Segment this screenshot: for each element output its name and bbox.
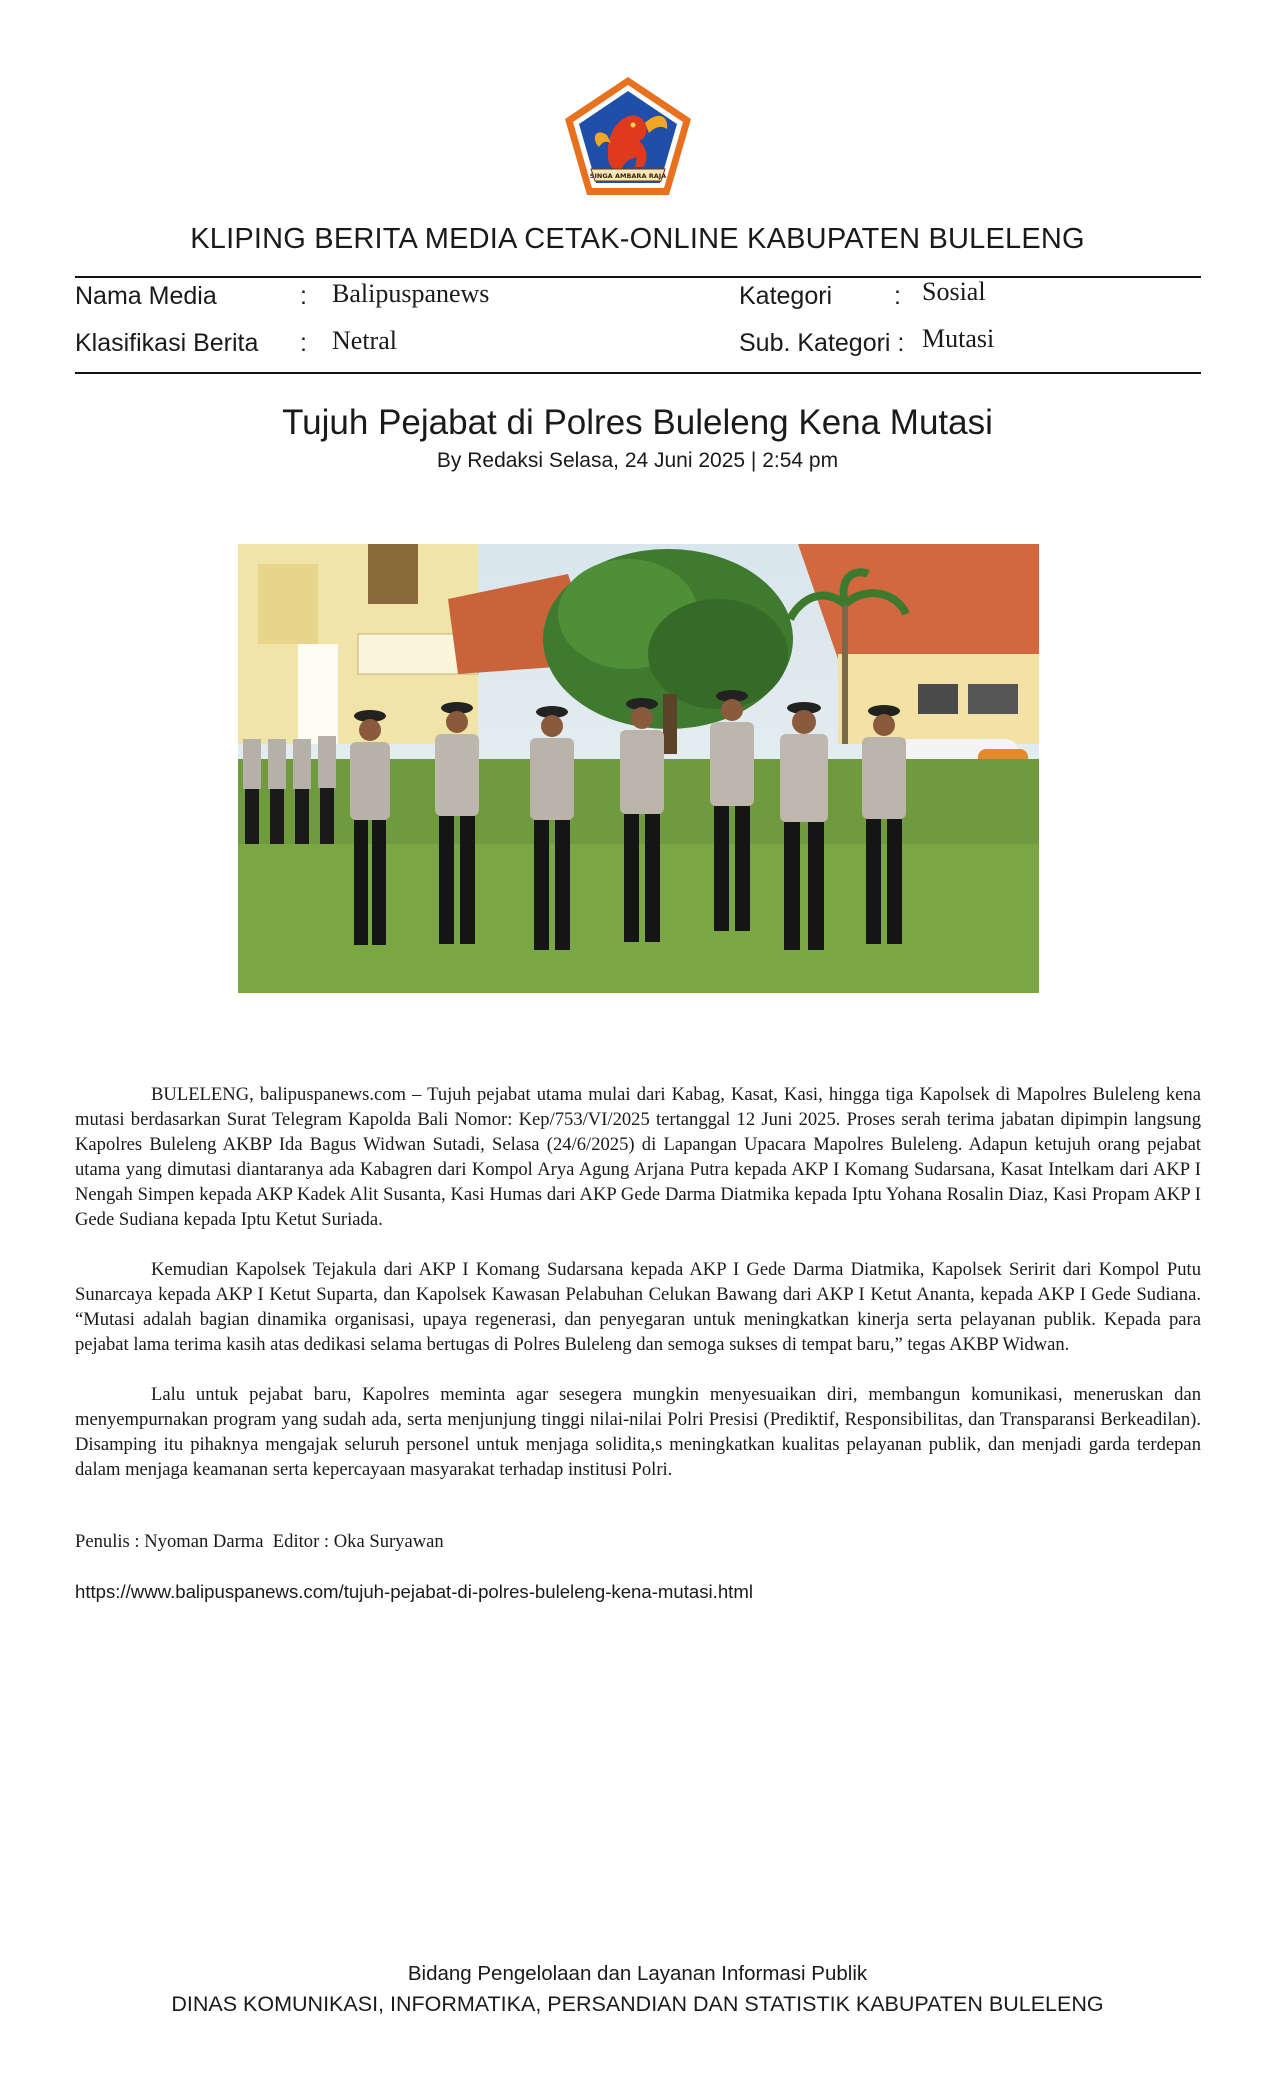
article-body	[75, 1082, 1201, 1507]
emblem-motto: SINGA AMBARA RAJA	[589, 172, 667, 180]
article-paragraph: Kemudian Kapolsek Tejakula dari AKP I Komang Sudarsana kepada AKP I Gede Darma Diatmika, Kapolsek Seririt dari Kompol Putu Sunarcaya kepada AKP I Ketut Suparta, dan Kapolsek Kawasan Pelabuhan Celukan Bawang dari AKP I Ketut Ananta, kepada AKP I Gede Sudiana. “Mutasi adalah bagian dinamika organisasi, upaya regenerasi, dan penyegaran untuk meningkatkan kinerja serta pelayanan publik. Kepada para pejabat lama terima kasih atas dedikasi selama bertugas di Polres Buleleng dan semoga sukses di tempat baru,” tegas AKBP Widwan.	[75, 1259, 1201, 1355]
source-url-link[interactable]: https://www.balipuspanews.com/tujuh-pejabat-di-polres-buleleng-kena-mutasi.html	[75, 1581, 753, 1602]
clipping-title: KLIPING BERITA MEDIA CETAK-ONLINE KABUPATEN BULELENG	[190, 223, 1085, 255]
footer-department: Bidang Pengelolaan dan Layanan Informasi Publik	[407, 1962, 868, 1985]
kategori-colon: :	[894, 282, 901, 310]
article-byline: By Redaksi Selasa, 24 Juni 2025 | 2:54 pm	[436, 449, 839, 472]
nama-media-value: Balipuspanews	[332, 279, 490, 308]
subkategori-label: Sub. Kategori :	[739, 329, 905, 357]
police-officers-marching-photo	[238, 544, 1039, 993]
footer-agency: DINAS KOMUNIKASI, INFORMATIKA, PERSANDIAN DAN STATISTIK KABUPATEN BULELENG	[171, 1992, 1104, 2016]
article-paragraph: Lalu untuk pejabat baru, Kapolres meminta agar sesegera mungkin menyesuaikan diri, membangun komunikasi, meneruskan dan menyempurnakan program yang sudah ada, serta menjunjung tinggi nilai-nilai Polri Presisi (Prediktif, Responsibilitas, dan Transparansi Berkeadilan). Disamping itu pihaknya mengajak seluruh personel untuk menjaga solidita,s meningkatkan kualitas pelayanan publik, dan menjadi garda terdepan dalam menjaga keamanan serta kepercayaan masyarakat terhadap institusi Polri.	[75, 1384, 1201, 1480]
klasifikasi-value: Netral	[332, 326, 397, 355]
kategori-label: Kategori	[739, 282, 833, 310]
kategori-value: Sosial	[922, 277, 986, 306]
article-credits: Penulis : Nyoman Darma Editor : Oka Suryawan	[75, 1531, 444, 1552]
nama-media-label: Nama Media	[75, 282, 217, 310]
klasifikasi-colon: :	[300, 329, 307, 357]
subkategori-value: Mutasi	[922, 324, 995, 353]
article-headline: Tujuh Pejabat di Polres Buleleng Kena Mutasi	[282, 403, 993, 442]
header-bottom-divider	[75, 372, 1201, 374]
klasifikasi-label: Klasifikasi Berita	[75, 329, 259, 357]
buleleng-emblem-icon	[561, 75, 695, 199]
header-top-divider	[75, 276, 1201, 278]
nama-media-colon: :	[300, 282, 307, 310]
article-paragraph: BULELENG, balipuspanews.com – Tujuh pejabat utama mulai dari Kabag, Kasat, Kasi, hingga tiga Kapolsek di Mapolres Buleleng kena mutasi berdasarkan Surat Telegram Kapolda Bali Nomor: Kep/753/VI/2025 tertanggal 12 Juni 2025. Proses serah terima jabatan dipimpin langsung Kapolres Buleleng AKBP Ida Bagus Widwan Sutadi, Selasa (24/6/2025) di Lapangan Upacara Mapolres Buleleng. Adapun ketujuh orang pejabat utama yang dimutasi diantaranya ada Kabagren dari Kompol Arya Agung Arjana Putra kepada AKP I Komang Sudarsana, Kasat Intelkam dari AKP I Nengah Simpen kepada AKP Kadek Alit Susanta, Kasi Humas dari AKP Gede Darma Diatmika kepada Iptu Yohana Rosalin Diaz, Kasi Propam AKP I Gede Sudiana kepada Iptu Ketut Suriada.	[75, 1084, 1201, 1230]
